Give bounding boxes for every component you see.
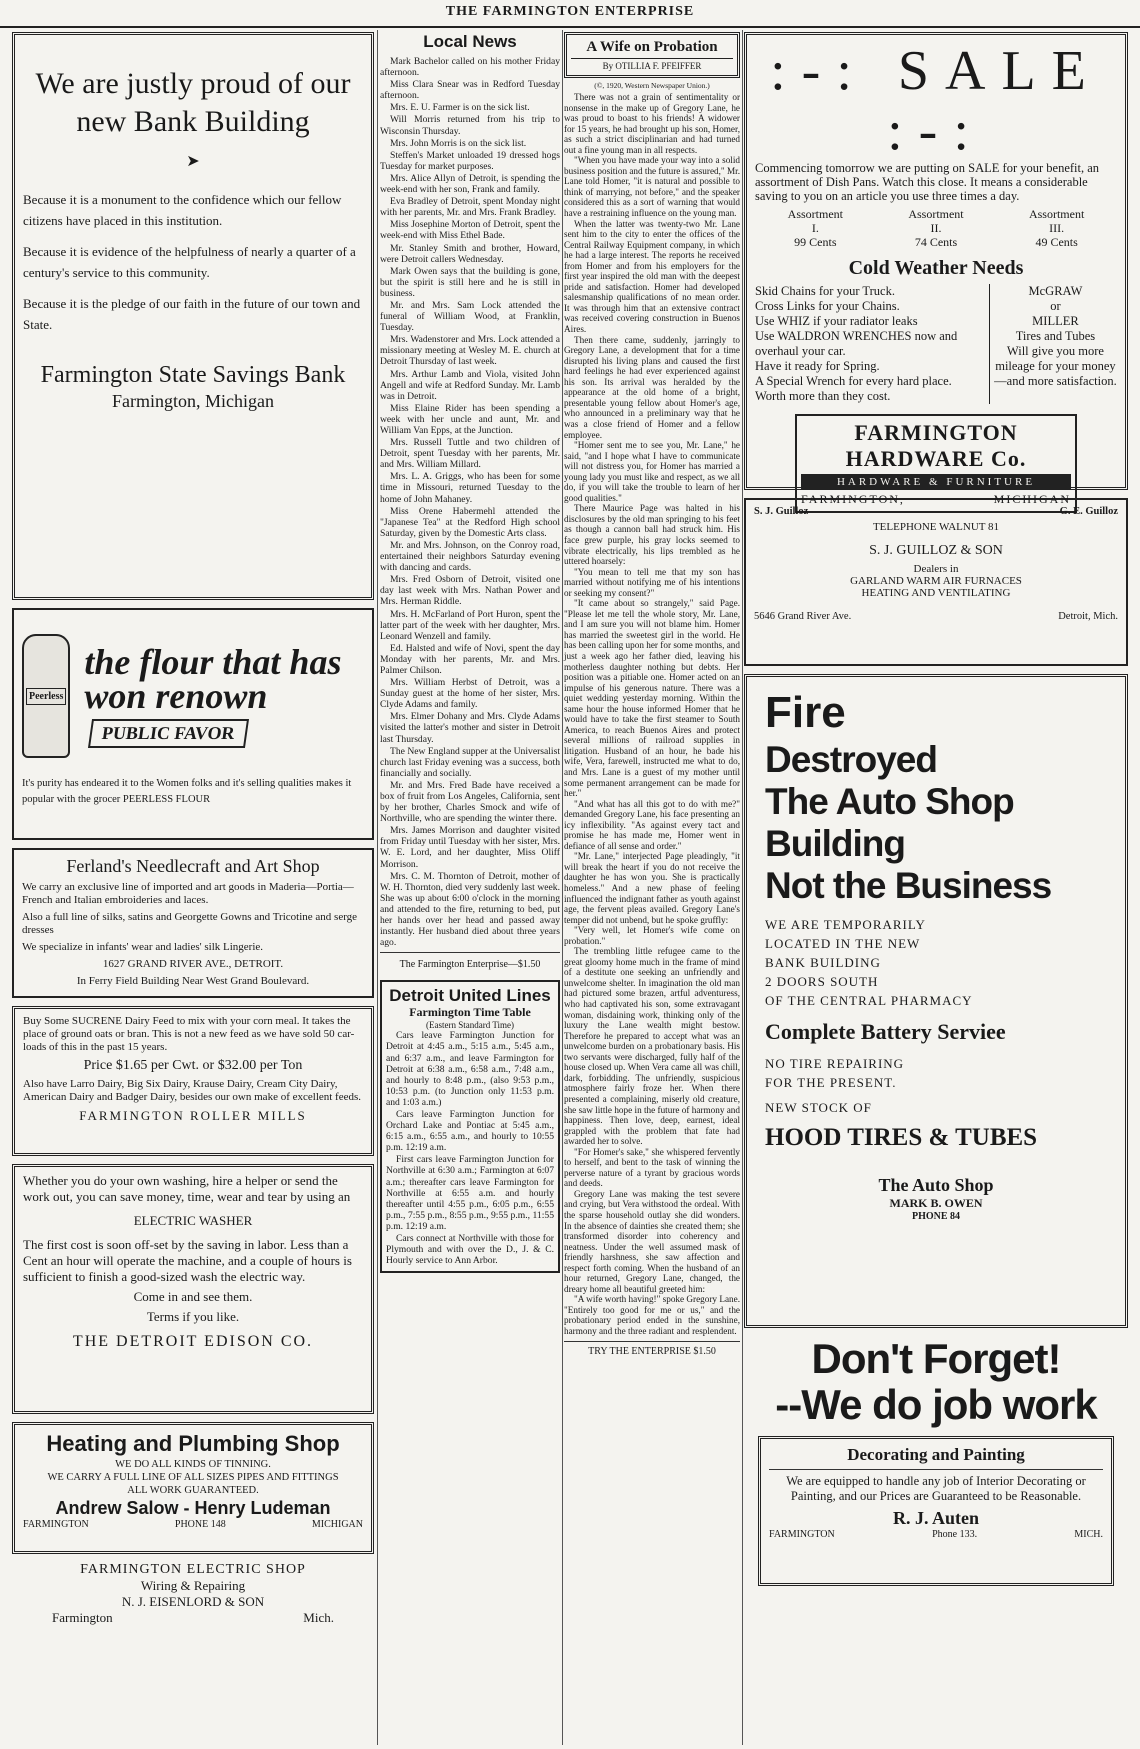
serial-paragraph: When the latter was twenty-two Mr. Lane sent him to the city to enter the offices of the Central Railway Equipment company, in which he had a large interest. The reports he received from Homer and from his employers for the first year inspired the old man with the deepest pride and satisfaction. Homer had developed salesmanship qualifications of no mean order. It was through him that an extensive contract was received covering construction in Buenos Aires. [564, 218, 740, 335]
column-rule [742, 30, 743, 1745]
serial-paragraph: There Maurice Page was halted in his disclosures by the old man springing to his feet as though a cannon ball had struck him. His face grew purple, his gray locks seemed to vibrate electrically, his lips trembled as he uttered hoarsely: [564, 503, 740, 567]
news-item: Mrs. L. A. Griggs, who has been for some time in Missouri, returned Tuesday to the home of John Mahaney. [380, 471, 560, 505]
serial-byline: By OTILLIA F. PFEIFFER [571, 58, 733, 71]
cold-weather-item: Use WALDRON WRENCHES now and overhaul your car. [755, 329, 958, 358]
flour-banner: PUBLIC FAVOR [88, 719, 249, 748]
temp-line: 2 DOORS SOUTH [765, 974, 879, 989]
guilloz-names [754, 506, 1118, 517]
news-item: Ed. Halsted and wife of Novi, spent the day Monday with her parents, Mr. and Mrs. Palmer Chilson. [380, 642, 560, 676]
assortment-item [908, 207, 963, 249]
cold-weather-list [755, 284, 1117, 404]
column-4 [744, 32, 1128, 1586]
sale-ad [744, 32, 1128, 506]
serial-paragraph: "Mr. Lane," interjected Page pleadingly, "it will break the heart if you do not receive the daughter he has won you. She is practically homeless." And a new phase of feeling influenced the indignant father as youth against age, the fervent pleas availed. Gregory Lane's temper did not unbend, but he spoke gruffly: [564, 851, 740, 925]
electric-shop-line: N. J. EISENLORD & SON [121, 1594, 265, 1609]
decorating-text: We are equipped to handle any job of Interior Decorating or Painting, and our Prices are Guaranteed to be Reasonable. [786, 1474, 1086, 1503]
decorating-state: MICH. [1074, 1529, 1103, 1540]
news-item: The New England supper at the Universalist church last Friday evening was a success, both financially and socially. [380, 745, 560, 779]
hardware-band: HARDWARE & FURNITURE [801, 474, 1071, 490]
news-item: Miss Orene Habermehl attended the "Japanese Tea" at the Redford High school Saturday, given by the Domestic Arts class. [380, 505, 560, 539]
news-item: Mrs. William Herbst of Detroit, was a Sunday guest at the home of her sister, Mrs. Clyde Adams and family. [380, 677, 560, 711]
fire-headline: Not the Business [765, 865, 1052, 906]
bank-headline: We are justly proud of our new Bank Building [35, 67, 351, 138]
local-news-list [380, 56, 560, 948]
bank-name: Farmington State Savings Bank [40, 362, 346, 388]
assortment-row [755, 207, 1117, 249]
edison-ad [12, 1164, 374, 1414]
dul-timetable [380, 980, 560, 1273]
dul-std: (Eastern Standard Time) [426, 1020, 514, 1031]
needlecraft-text: We carry an exclusive line of imported and art goods in Maderia—Portia—French and Italian embroideries and laces. [22, 881, 354, 906]
mills-text: Also have Larro Dairy, Big Six Dairy, Krause Dairy, Cream City Dairy, American Dairy and Badger Dairy, besides our own make of excellent feeds. [23, 1078, 362, 1103]
arrow-icon: ➤ [186, 153, 200, 170]
electric-shop-location [52, 1610, 334, 1626]
masthead: THE FARMINGTON ENTERPRISE [0, 0, 1140, 28]
cold-weather-item: Worth more than they cost. [755, 389, 891, 403]
new-stock: NEW STOCK OF [765, 1100, 872, 1115]
decorating-town: FARMINGTON [769, 1529, 835, 1540]
flour-illustration [22, 616, 364, 776]
assortment-price: 49 Cents [1035, 235, 1078, 249]
dul-text: Cars connect at Northville with those for Plymouth and with over the D., J. & C. Hourly service to Ann Arbor. [386, 1233, 554, 1267]
flour-headline: the flour that has won renown [84, 641, 342, 716]
guilloz-ad [744, 498, 1128, 666]
serial-paragraph: The trembling little refugee came to the great gloomy home much in the frame of mind of a destitute one seeking an unfriendly and unwelcome shelter. In imagination the old man had pictured some brazen, artful adventuress, who had captivated his son, some extravagant woman, disdaining work, thinking only of the luxury the Lane wealth might bestow. Therefore he prepared to accept what was an unwelcome burden on a probationary basis. His two servants were discharged, fully half of the house closed up. When Vera came all was chill, dark, forbidding. The unfriendly, suspicious atmosphere fairly froze her. When there presented a complaining, miserly old creature, she saw little hope in the future of harmony and happiness. Then love, deep, earnest, ideal grappled with the problem that fate had awarded her to solve. [564, 946, 740, 1147]
news-item: Mr. and Mrs. Fred Bade have received a box of fruit from Los Angeles, California, sent by her brother, Charles Smock and wife of Northville, who are spending the winter there. [380, 779, 560, 825]
heating-town: FARMINGTON [23, 1519, 89, 1530]
column-rule [377, 30, 378, 1745]
sack-label: Peerless [26, 688, 66, 705]
dul-title: Detroit United Lines [389, 986, 551, 1006]
edison-come-in: Come in and see them. [133, 1289, 253, 1304]
job-headline: Don't Forget! [811, 1335, 1061, 1382]
serial-paragraph: "For Homer's sake," she whispered fervently to herself, and bent to the task of winning the perverse nature of a tyrant by gracious words and deeds. [564, 1146, 740, 1189]
tire-item: MILLER [1032, 314, 1079, 328]
heating-line: WE CARRY A FULL LINE OF ALL SIZES PIPES AND FITTINGS [47, 1472, 339, 1483]
edison-name: THE DETROIT EDISON CO. [72, 1333, 314, 1350]
assortment-number: I. [811, 221, 819, 235]
dul-text: Cars leave Farmington Junction for Orchard Lake and Pontiac at 5:45 a.m., 6:15 a.m., 6:55 a.m., and hourly to 10:55 p.m. 12:19 a.m. [386, 1108, 554, 1154]
serial-paragraph: "When you have made your way into a solid business position and the future is assured," Mr. Lane told Homer, "it is natural and possible to think of marrying, not before," and the speaker considered this as a sort of warning that would have a restraining influence on the young man. [564, 155, 740, 219]
assortment-price: 99 Cents [794, 235, 837, 249]
needlecraft-address: 1627 GRAND RIVER AVE., DETROIT. [102, 958, 284, 970]
electric-shop-state: Mich. [303, 1610, 334, 1625]
guilloz-left-name: S. J. Guilloz [754, 506, 809, 517]
news-item: Steffen's Market unloaded 19 dressed hogs Tuesday for market purposes. [380, 149, 560, 172]
serial-paragraph: "Very well, let Homer's wife come on probation." [564, 925, 740, 946]
serial-paragraph: "It came about so strangely," said Page. "Please let me tell the whole story, Mr. Lane, and I am sure you will not blame him. Homer has married the sweetest girl in the world. He has been calling upon her for some months, and just a week ago her father died, leaving his motherless daughter nothing but debts. Her position was a pitiable one. Homer acted on an impulse of his generous nature. There was a quiet wedding yesterday morning. Within the same hour the house informed Homer that he would have to take the first steamer to South America, to reach Buenos Aires and protect several millions of railroad supplies in litigation. Husband of an hour, he bade his wife, Vera, farewell, instructed me what to do, and Mrs. Lane is a guest of my mother until some permanent arrangement can be made for her." [564, 598, 740, 799]
edison-product: ELECTRIC WASHER [133, 1213, 253, 1228]
flour-footer: It's purity has endeared it to the Women folks and it's selling qualities makes it popular with the grocer PEERLESS FLOUR [22, 778, 352, 805]
serial-story [564, 92, 740, 1337]
guilloz-city: Detroit, Mich. [1058, 611, 1118, 622]
news-item: Mrs. Arthur Lamb and Viola, visited John Angell and wife at Redford Sunday. Mr. Lamb was in Detroit. [380, 368, 560, 402]
cold-weather-right [989, 284, 1117, 404]
temp-line: OF THE CENTRAL PHARMACY [765, 993, 973, 1008]
bank-paragraph: Because it is evidence of the helpfulness of nearly a quarter of a century's service to this community. [23, 244, 356, 280]
mills-ad [12, 1006, 374, 1156]
cold-weather-title: Cold Weather Needs [848, 257, 1024, 279]
divider [769, 1469, 1103, 1470]
job-work-ad [744, 1336, 1128, 1428]
assortment-item [788, 207, 843, 249]
fire-headline: The Auto Shop [765, 781, 1014, 822]
flour-ad [12, 608, 374, 840]
news-item: Mrs. John Morris is on the sick list. [390, 137, 527, 149]
guilloz-right-name: G. E. Guilloz [1059, 506, 1118, 517]
battery-service: Complete Battery Serviee [765, 1019, 1006, 1044]
news-item: Mark Owen says that the building is gone, but the spirit is still here and he is still in business. [380, 265, 560, 299]
electric-shop-line: Wiring & Repairing [140, 1578, 246, 1593]
heating-names: Andrew Salow - Henry Ludeman [55, 1498, 331, 1518]
fire-headline: Destroyed [765, 739, 937, 780]
electric-shop-ad [12, 1562, 374, 1626]
news-item: Mrs. Fred Osborn of Detroit, visited one day last week with Mrs. Nathan Power and Mrs. Herman Riddle. [380, 574, 560, 608]
serial-paragraph: "You mean to tell me that my son has married without notifying me of his intentions or seeking my consent?" [564, 566, 740, 598]
repair-line: NO TIRE REPAIRING [765, 1056, 905, 1071]
serial-paragraph: Gregory Lane was making the test severe and crying, but Vera withstood the ordeal. With the sparse household outlay she did wonders. In the absence of dainties she created them; she transformed disorder into coherency and neatness. Under the well assumed mask of friendly harshness, she saw affection and respect forth coming. When the husband of an hour returned, Gregory Lane, changed, the dreary home all beautiful greeted him: [564, 1188, 740, 1294]
guilloz-service: HEATING AND VENTILATING [861, 587, 1011, 599]
news-item: Will Morris returned from his trip to Wisconsin Thursday. [380, 114, 560, 137]
auto-shop-ad [744, 674, 1128, 1328]
bank-paragraph: Because it is a monument to the confidence which our fellow citizens have placed in this institution. [23, 192, 342, 228]
serial-paragraph: "A wife worth having!" spoke Gregory Lane. "Entirely too good for me or us," and the probationary period ended in the sunshine, harmony and the three radiant and resplendent. [564, 1294, 740, 1336]
news-item: Mark Bachelor called on his mother Friday afternoon. [380, 56, 560, 79]
news-item: Mr. and Mrs. Sam Lock attended the funeral of William Wood, at Franklin, Tuesday. [380, 299, 560, 334]
assortment-number: II. [930, 221, 942, 235]
hardware-state: MICHIGAN [993, 492, 1071, 506]
fire-headline: Building [765, 823, 905, 864]
assortment-number: III. [1049, 221, 1065, 235]
heating-contact [23, 1519, 363, 1530]
news-item: Eva Bradley of Detroit, spent Monday night with her parents, Mr. and Mrs. Frank Bradley. [380, 196, 560, 219]
column-1 [12, 32, 374, 1626]
serial-header [564, 32, 740, 78]
needlecraft-text: We specialize in infants' wear and ladies' silk Lingerie. [22, 941, 264, 953]
mills-text: Buy Some SUCRENE Dairy Feed to mix with your corn meal. It takes the place of ground oats or bran. This is not a new feed as we have sold 50 car-loads of this in the past 15 years. [23, 1015, 355, 1053]
fire-headline: Fire [765, 688, 846, 737]
dul-text: Cars leave Farmington Junction for Detroit at 4:45 a.m., 5:15 a.m., 5:45 a.m., and 6:37 a.m., and leave Farmington for Detroit at 6:38 a.m., 6:58 a.m., 7:48 a.m., and hourly to 8:48 p.m., (also 9:53 p.m., 10:53 p.m. (to Junction only 11:53 p.m. and 1:03 a.m.) [386, 1030, 554, 1108]
mills-name: FARMINGTON ROLLER MILLS [79, 1108, 307, 1123]
auto-shop-name: The Auto Shop [878, 1175, 994, 1195]
dul-text: First cars leave Farmington Junction for Northville at 6:30 a.m.; Farmington at 6:07 a.m.; thereafter cars leave Farmington for Northville at 6:55 a.m. and hourly thereafter until 4:55 p.m., 6:05 p.m., 6:55 p.m., 7:55 p.m., 8:55 p.m., 9:55 p.m., 11:55 p.m. 12:19 a.m. [386, 1154, 554, 1232]
news-item: Mrs. C. M. Thornton of Detroit, mother of W. H. Thornton, died very suddenly last week. She was up about 6:00 o'clock in the morning and attended to the fire, returning to bed, put her hands over her head and passed away instantly. Her husband died about three years ago. [380, 870, 560, 949]
tire-item: or [1050, 299, 1061, 313]
news-item: Mrs. Elmer Dohany and Mrs. Clyde Adams visited the latter's mother and sister in Detroit last Thursday. [380, 711, 560, 745]
decorating-title: Decorating and Painting [847, 1445, 1025, 1464]
serial-paragraph: "Homer sent me to see you, Mr. Lane," he said, "and I hope what I have to communicate will not distress you, for Homer has married a young lady you must like and respect, as we all do, if you will take the trouble to learn of her good qualities." [564, 440, 740, 503]
cold-weather-item: A Special Wrench for every hard place. [755, 374, 952, 388]
news-item: Miss Josephine Morton of Detroit, spent the week-end with Miss Ethel Bade. [380, 219, 560, 242]
assortment-label: Assortment [908, 207, 964, 221]
needlecraft-text: Also a full line of silks, satins and Georgette Gowns and Tricotine and serge dresses [22, 911, 358, 936]
repair-line: FOR THE PRESENT. [765, 1075, 897, 1090]
news-item: Mr. and Mrs. Johnson, on the Conroy road, entertained their neighbors Saturday evening with dancing and cards. [380, 539, 560, 574]
guilloz-products: GARLAND WARM AIR FURNACES [850, 575, 1022, 587]
news-item: Miss Clara Snear was in Redford Tuesday afternoon. [380, 79, 560, 102]
guilloz-dealers: Dealers in [913, 563, 959, 575]
news-item: Mrs. James Morrison and daughter visited from Friday until Tuesday with her sister, Mrs. W. E. Lord, and her daughter, Miss Oliff Morrison. [380, 825, 560, 870]
edison-text: The first cost is soon off-set by the saving in labor. Less than a Cent an hour will operate the machine, and a couple of hours is sufficient to finish a good-sized wash the electric way. [23, 1237, 352, 1284]
flour-sack-icon [22, 634, 70, 758]
auto-shop-phone: PHONE 84 [911, 1211, 961, 1222]
sale-intro: Commencing tomorrow we are putting on SALE for your benefit, an assortment of Dish Pans. Watch this close. It means a considerable saving to you on an article you use three times a day. [755, 161, 1100, 203]
electric-shop-title: FARMINGTON ELECTRIC SHOP [80, 1562, 306, 1577]
column-3 [564, 32, 740, 1357]
bank-paragraph: Because it is the pledge of our faith in the future of our town and State. [23, 296, 361, 332]
cold-weather-left [755, 284, 989, 404]
dul-subtitle: Farmington Time Table [409, 1005, 531, 1020]
local-news-footer: The Farmington Enterprise—$1.50 [380, 952, 560, 970]
serial-paragraph: There was not a grain of sentimentality or nonsense in the make up of Gregory Lane, he was proud to boast to his friends! A widower for 15 years, he had brought up his son, Homer, as such a strict disciplinarian and had turned out a fine young man in all respects. [564, 92, 740, 155]
mills-price: Price $1.65 per Cwt. or $32.00 per Ton [83, 1058, 303, 1073]
heating-phone: PHONE 148 [174, 1519, 226, 1530]
news-item: Mrs. Russell Tuttle and two children of Detroit, spent Tuesday with her parents, Mr. and Mrs. William Millard. [380, 437, 560, 471]
heating-title: Heating and Plumbing Shop [46, 1431, 340, 1456]
cold-weather-item: Have it ready for Spring. [755, 359, 880, 373]
decorating-ad [758, 1436, 1114, 1586]
column-2 [380, 32, 560, 1281]
decorating-name: R. J. Auten [892, 1508, 979, 1528]
guilloz-address-row [754, 611, 1118, 622]
news-item: Miss Elaine Rider has been spending a week with her uncle and aunt, Mr. and William Van Epps, at the Junction. [380, 402, 560, 436]
sale-title: :-: SALE :-: [770, 40, 1102, 162]
serial-paragraph: Then there came, suddenly, jarringly to Gregory Lane, a development that for a time disrupted his living plans and caused the first hard feelings he had ever experienced against his son. Its arrival was heralded by the appearance at the old home of a bright, presentable young fellow about Homer's age, who announced in a preliminary way that he was a close friend of Homer and a fellow employee. [564, 334, 740, 440]
needlecraft-address: In Ferry Field Building Near West Grand Boulevard. [76, 975, 310, 987]
news-item: Mrs. E. U. Farmer is on the sick list. [390, 102, 530, 114]
heating-state: MICHIGAN [311, 1519, 363, 1530]
assortment-label: Assortment [787, 207, 843, 221]
serial-copyright: (©, 1920, Western Newspaper Union.) [594, 81, 710, 90]
news-item: Mr. Stanley Smith and brother, Howard, were Detroit callers Wednesday. [380, 242, 560, 265]
temp-line: WE ARE TEMPORARILY [765, 917, 926, 932]
temp-line: BANK BUILDING [765, 955, 881, 970]
column-rule [562, 30, 563, 1745]
tire-item: McGRAW [1028, 284, 1083, 298]
serial-paragraph: "And what has all this got to do with me?" demanded Gregory Lane, his face presenting an icy inflexibility. "As against every tact and promise he has made me, Homer went in defiance of all sense and order." [564, 798, 740, 851]
hardware-town: FARMINGTON, [801, 492, 905, 506]
assortment-label: Assortment [1028, 207, 1085, 221]
hardware-name: FARMINGTON HARDWARE Co. [845, 420, 1027, 471]
guilloz-firm: S. J. GUILLOZ & SON [869, 543, 1003, 558]
guilloz-address: 5646 Grand River Ave. [754, 611, 852, 622]
needlecraft-ad [12, 848, 374, 998]
heating-line: ALL WORK GUARANTEED. [127, 1485, 259, 1496]
cold-weather-item: Cross Links for your Chains. [755, 299, 900, 313]
hood-tires: HOOD TIRES & TUBES [765, 1124, 1038, 1151]
decorating-contact [769, 1529, 1103, 1540]
bank-ad [12, 32, 374, 600]
bank-town: Farmington, Michigan [112, 391, 274, 411]
assortment-price: 74 Cents [914, 235, 958, 249]
cold-weather-item: Skid Chains for your Truck. [755, 284, 895, 298]
temp-line: LOCATED IN THE NEW [765, 936, 921, 951]
electric-shop-town: Farmington [52, 1610, 113, 1625]
edison-text: Whether you do your own washing, hire a helper or send the work out, you can save money, time, wear and tear by using an [23, 1173, 351, 1204]
tire-item: Tires and Tubes [1015, 329, 1096, 343]
auto-shop-owner: MARK B. OWEN [889, 1196, 983, 1210]
serial-title: A Wife on Probation [586, 39, 718, 55]
job-headline: --We do job work [775, 1381, 1097, 1428]
news-item: Mrs. Alice Allyn of Detroit, is spending the week-end with her son, Frank and family. [380, 172, 560, 196]
news-item: Mrs. Wadenstorer and Mrs. Lock attended a missionary meeting at Wesley M. E. church at Detroit Thursday of last week. [380, 334, 560, 368]
temp-location [765, 915, 1107, 1010]
assortment-item [1029, 207, 1084, 249]
needlecraft-title: Ferland's Needlecraft and Art Shop [66, 856, 320, 876]
heating-line: WE DO ALL KINDS OF TINNING. [115, 1459, 271, 1470]
serial-footer: TRY THE ENTERPRISE $1.50 [564, 1341, 740, 1357]
cold-weather-item: Use WHIZ if your radiator leaks [755, 314, 918, 328]
decorating-phone: Phone 133. [932, 1529, 978, 1540]
tire-item: Will give you more mileage for your money—and more satisfaction. [994, 344, 1117, 388]
guilloz-phone: TELEPHONE WALNUT 81 [872, 521, 1000, 533]
local-news-title: Local News [423, 32, 517, 51]
edison-terms: Terms if you like. [146, 1309, 240, 1324]
heating-ad [12, 1422, 374, 1554]
news-item: Mrs. H. McFarland of Port Huron, spent the latter part of the week with her daughter, Mrs. Leonard Wenzell and family. [380, 608, 560, 642]
